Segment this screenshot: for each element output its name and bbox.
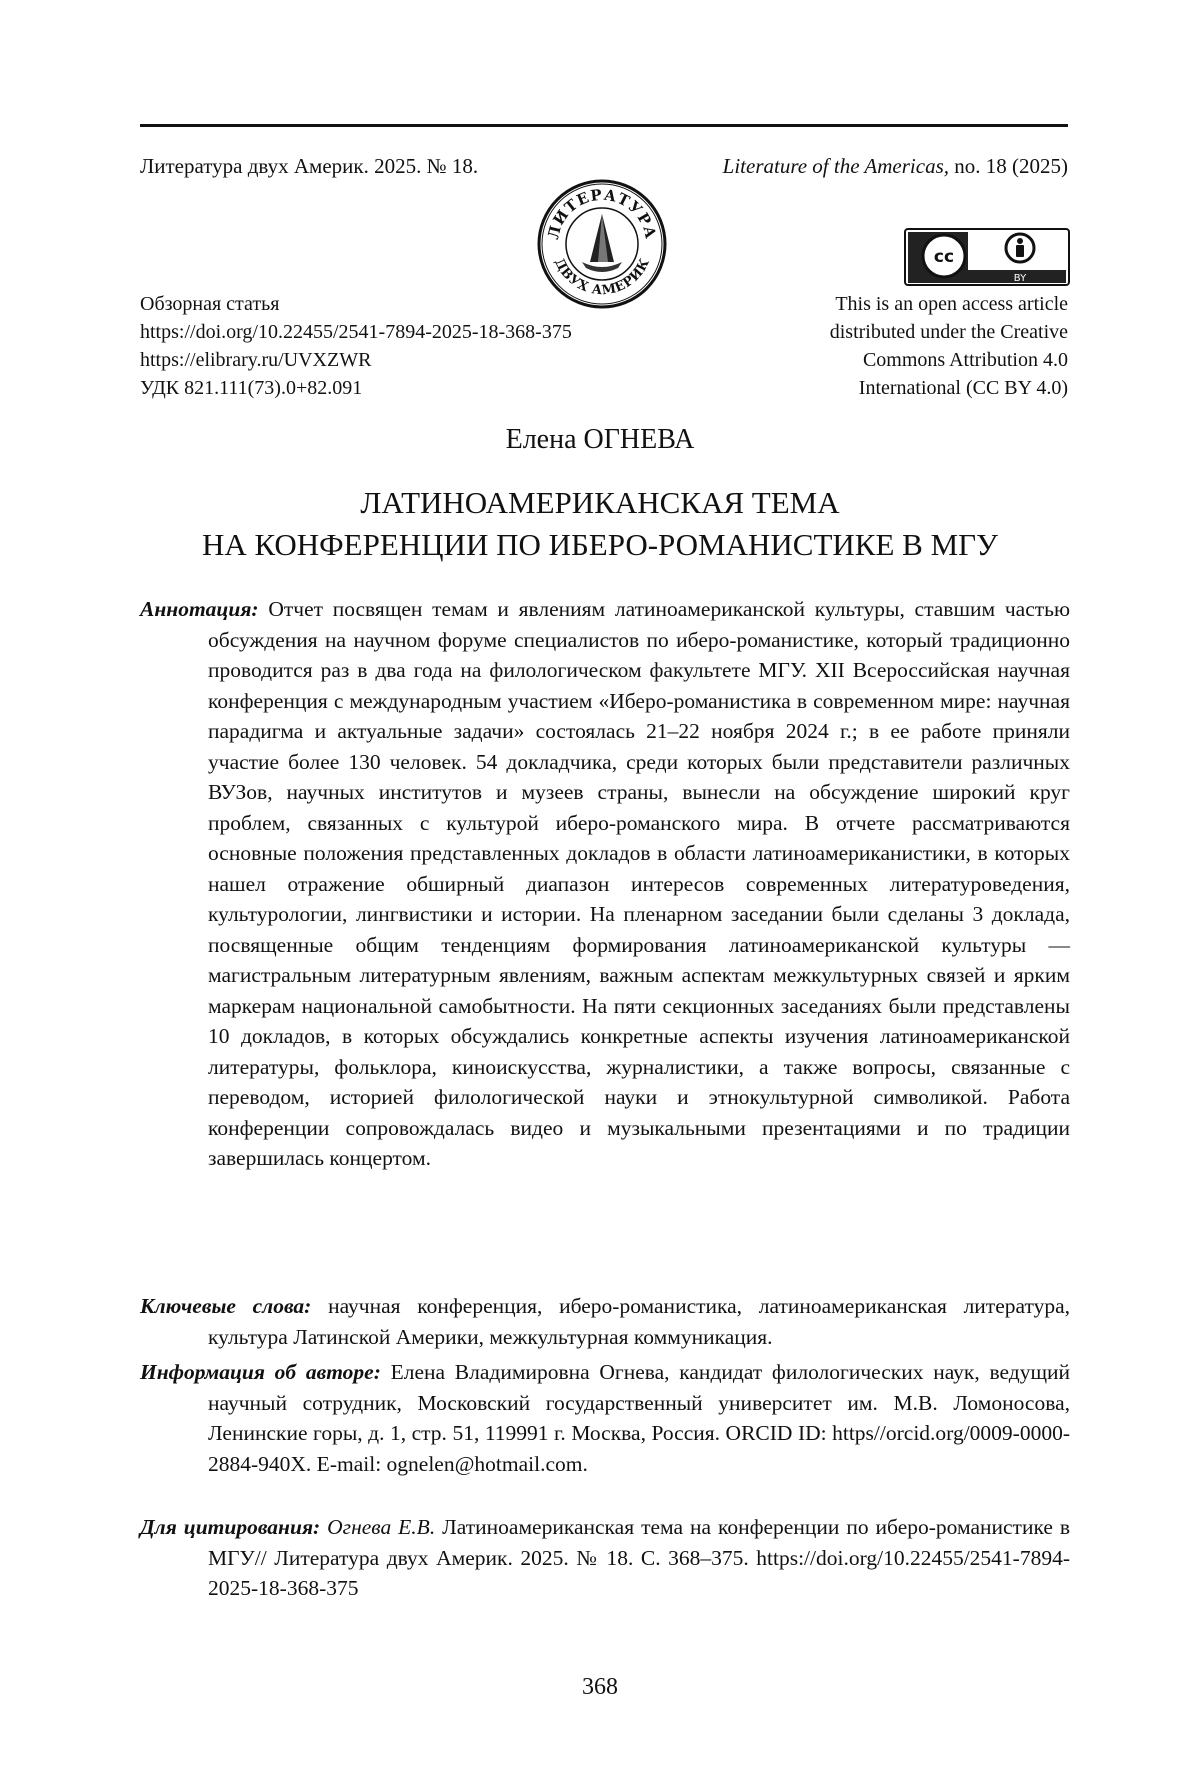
article-type: Обзорная статья bbox=[140, 293, 280, 315]
cc-label: cc bbox=[933, 247, 955, 267]
author-info-label: Информация об авторе: bbox=[140, 1360, 381, 1384]
title-line: ЛАТИНОАМЕРИКАНСКАЯ ТЕМА bbox=[360, 485, 840, 520]
article-metadata bbox=[140, 290, 572, 402]
abstract-text: Отчет посвящен темам и явлениям латиноамериканской культуры, ставшим частью обсуждения на научном форуме специалистов по иберо-романистике, который традиционно проводится раз в два года на филологическом факультете МГУ. XII Всероссийская научная конференция с международным участием «Иберо-романистика в современном мире: научная парадигма и актуальные задачи» состоялась 21–22 ноября 2024 г.; в ее работе приняли участие более 130 человек. 54 докладчика, среди которых были представители различных ВУЗов, научных институтов и музеев страны, вынесли на обсуждение широкий круг проблем, связанных с культурой иберо-романского мира. В отчете рассматриваются основные положения представленных докладов в области латиноамериканистики, в которых нашел отражение обширный диапазон интересов современных литературоведения, культурологии, лингвистики и истории. На пленарном заседании были сделаны 3 доклада, посвященные общим тенденциям формирования латиноамериканской культуры — магистральным литературным явлениям, важным аспектам межкультурных связей и ярким маркерам национальной самобытности. На пяти секционных заседаниях были представлены 10 докладов, в которых обсуждались конкретные аспекты изучения латиноамериканской литературы, фольклора, киноискусства, журналистики, а также вопросы, связанные с переводом, историей филологической науки и этнокультурной символикой. Работа конференции сопровождалась видео и музыкальными презентациями и по традиции завершилась концертом. bbox=[208, 597, 1071, 1170]
journal-header-en bbox=[723, 154, 1068, 179]
keywords-text: научная конференция, иберо-романистика, латиноамериканская литература, культура Латинской Америки, межкультурная коммуникация. bbox=[208, 1294, 1071, 1349]
cc-by-license-badge[interactable] bbox=[904, 228, 1070, 286]
article-title bbox=[100, 482, 1100, 566]
abstract-label: Аннотация: bbox=[140, 597, 259, 621]
citation bbox=[140, 1512, 1070, 1604]
udk-code: УДК 821.111(73).0+82.091 bbox=[140, 377, 363, 399]
title-line: НА КОНФЕРЕНЦИИ ПО ИБЕРО-РОМАНИСТИКЕ В МГУ bbox=[201, 527, 999, 562]
journal-name-en: Literature of the Americas, bbox=[722, 154, 949, 178]
journal-issue-en: no. 18 (2025) bbox=[949, 154, 1068, 178]
license-line: distributed under the Creative bbox=[829, 321, 1068, 343]
license-line: This is an open access article bbox=[835, 293, 1068, 315]
author-info-text: Елена Владимировна Огнева, кандидат филологических наук, ведущий научный сотрудник, Московский государственный университет им. М.В. Ломоносова, Ленинские горы, д. 1, стр. 51, 119991 г. Москва, Россия. ORCID ID: https//orcid.org/0009-0000-2884-940X. E-mail: ognelen@hotmail.com. bbox=[208, 1360, 1071, 1476]
by-label: BY bbox=[1013, 273, 1027, 284]
citation-author: Огнева Е.В. bbox=[327, 1515, 436, 1539]
keywords bbox=[140, 1291, 1070, 1352]
keywords-label: Ключевые слова: bbox=[140, 1294, 312, 1318]
abstract bbox=[140, 594, 1070, 1174]
license-line: International (CC BY 4.0) bbox=[858, 377, 1068, 399]
citation-text: Латиноамериканская тема на конференции по иберо-романистике в МГУ// Литература двух Америк. 2025. № 18. С. 368–375. https://doi.org/10.22455/2541-7894-2025-18-368-375 bbox=[208, 1515, 1071, 1600]
logo-text-top: ЛИТЕРАТУРА bbox=[544, 185, 660, 242]
license-notice bbox=[748, 290, 1068, 402]
citation-label: Для цитирования: bbox=[140, 1515, 321, 1539]
page-number: 368 bbox=[582, 1674, 618, 1700]
doi-link[interactable]: https://doi.org/10.22455/2541-7894-2025-18-368-375 bbox=[140, 321, 572, 343]
logo-text-bottom: ДВУХ АМЕРИК bbox=[551, 256, 653, 299]
top-rule bbox=[140, 124, 1068, 127]
license-line: Commons Attribution 4.0 bbox=[862, 349, 1068, 371]
elibrary-link[interactable]: https://elibrary.ru/UVXZWR bbox=[140, 349, 372, 371]
author-info bbox=[140, 1357, 1070, 1479]
author-name: Елена ОГНЕВА bbox=[505, 424, 695, 455]
journal-header-ru: Литература двух Америк. 2025. № 18. bbox=[140, 154, 479, 178]
